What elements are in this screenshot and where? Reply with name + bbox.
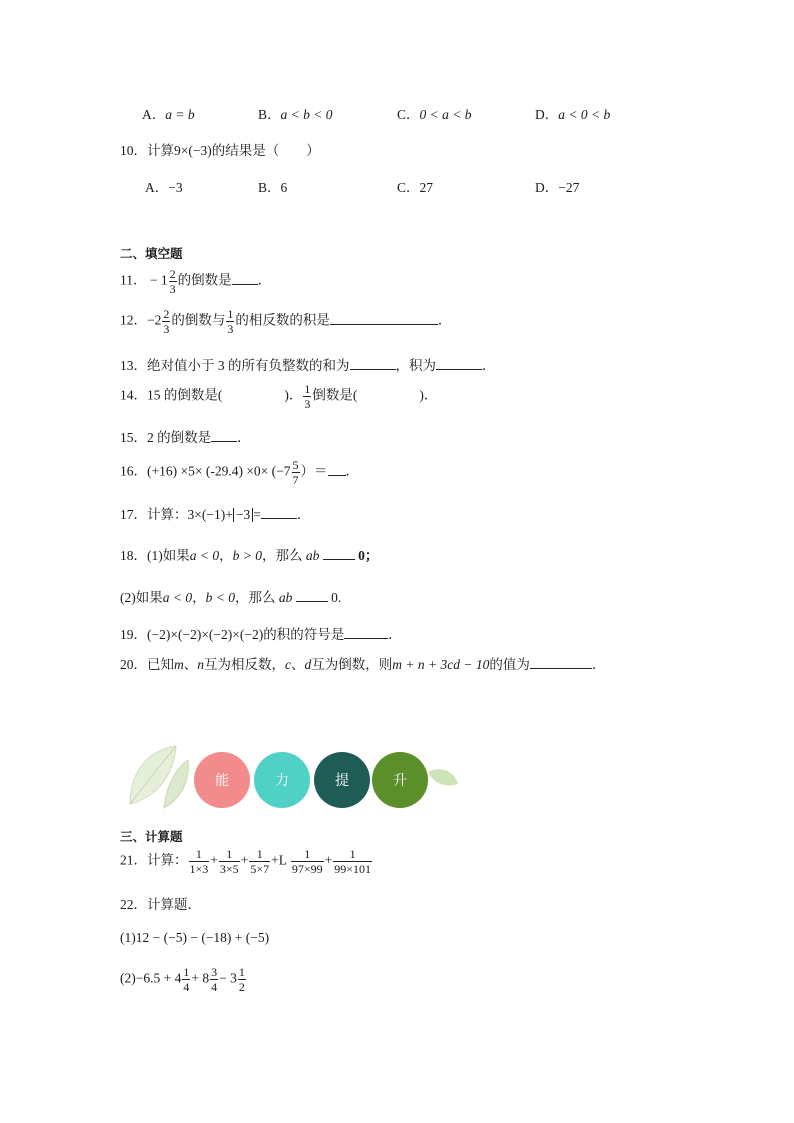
question-21: 21．计算： $\frac{1}{1\times 3}$ + $\frac{1}{3\times 5}$ + $\frac{1}{5\times 7}$ +L $\frac{1}{97\times 99}$ + $\frac{1}{99\times 101}$ bbox=[120, 847, 372, 876]
fraction: $\frac{3}{4}$ bbox=[211, 965, 218, 994]
answer-blank[interactable] bbox=[261, 506, 297, 519]
small-leaf-icon bbox=[426, 766, 460, 792]
fraction: $\frac{2}{3}$ bbox=[169, 267, 176, 296]
answer-blank[interactable] bbox=[211, 429, 237, 442]
fraction: $\frac{1}{5\times 7}$ bbox=[250, 847, 270, 876]
banner-circle-1: 能 bbox=[194, 752, 250, 808]
fraction: $\frac{2}{3}$ bbox=[163, 307, 170, 336]
answer-blank[interactable] bbox=[232, 272, 258, 285]
leaf-decoration-icon bbox=[124, 742, 194, 810]
fraction: $\frac{1}{1\times 3}$ bbox=[189, 847, 209, 876]
section-2-heading: 二、填空题 bbox=[120, 246, 183, 261]
q9-option-a: A．a = b bbox=[142, 107, 195, 122]
answer-blank[interactable] bbox=[323, 547, 355, 560]
ability-banner bbox=[124, 742, 464, 810]
fraction: $\frac{1}{99\times 101}$ bbox=[334, 847, 372, 876]
question-10: 10．计算9×(−3)的结果是（ ） bbox=[120, 143, 320, 158]
fraction: $\frac{5}{7}$ bbox=[292, 458, 299, 487]
question-18-part-2: (2)如果a < 0，b < 0，那么 ab 0. bbox=[120, 590, 342, 605]
fraction: $\frac{1}{4}$ bbox=[183, 965, 190, 994]
answer-blank[interactable] bbox=[344, 626, 388, 639]
answer-blank[interactable] bbox=[530, 656, 592, 669]
banner-circle-4: 升 bbox=[372, 752, 428, 808]
fraction: $\frac{1}{97\times 99}$ bbox=[291, 847, 323, 876]
q10-option-d: D．−27 bbox=[535, 180, 580, 195]
question-22: 22．计算题． bbox=[120, 897, 201, 912]
answer-blank-sum[interactable] bbox=[350, 357, 396, 370]
question-22-part-1: (1)12 − (−5) − (−18) + (−5) bbox=[120, 930, 270, 945]
q9-option-d: D．a < 0 < b bbox=[535, 107, 611, 122]
question-12: 12．−2 $\frac{2}{3}$ 的倒数与 $\frac{1}{3}$ 的相反数的积是 ． bbox=[120, 307, 452, 336]
q10-option-b: B．6 bbox=[258, 180, 288, 195]
question-20: 20．已知m、n互为相反数，c、d互为倒数，则m + n + 3cd − 10的值为 ． bbox=[120, 657, 606, 672]
banner-circle-2: 力 bbox=[254, 752, 310, 808]
question-15: 15．2 的倒数是 ． bbox=[120, 430, 251, 445]
fraction: $\frac{1}{3\times 5}$ bbox=[219, 847, 239, 876]
answer-blank-product[interactable] bbox=[436, 357, 482, 370]
question-19: 19．(−2)×(−2)×(−2)×(−2)的积的符号是 ． bbox=[120, 627, 402, 642]
banner-circle-3: 提 bbox=[314, 752, 370, 808]
question-17: 17．计算：3×(−1)+ −3 = ． bbox=[120, 507, 311, 522]
section-3-heading: 三、计算题 bbox=[120, 829, 183, 844]
answer-blank[interactable] bbox=[296, 589, 328, 602]
question-18-part-1: 18．(1)如果a < 0，b > 0，那么 ab 0； bbox=[120, 548, 379, 563]
q10-option-a: A．−3 bbox=[145, 180, 183, 195]
answer-blank[interactable] bbox=[330, 312, 438, 325]
question-22-part-2: (2)−6.5 + 4 $\frac{1}{4}$ + 8 $\frac{3}{4}$ − 3 $\frac{1}{2}$ bbox=[120, 965, 245, 994]
question-14: 14．15 的倒数是( )． $\frac{1}{3}$ 倒数是( )． bbox=[120, 382, 438, 411]
q9-option-c: C．0 < a < b bbox=[397, 107, 472, 122]
fraction: $\frac{1}{3}$ bbox=[227, 307, 234, 336]
q10-option-c: C．27 bbox=[397, 180, 434, 195]
fraction: $\frac{1}{3}$ bbox=[304, 382, 311, 411]
fraction: $\frac{1}{2}$ bbox=[238, 965, 245, 994]
question-11: 11． − 1 $\frac{2}{3}$ 的倒数是 ． bbox=[120, 267, 272, 296]
q9-option-b: B．a < b < 0 bbox=[258, 107, 333, 122]
question-16: 16．(+16) ×5× (-29.4) ×0× (−7 $\frac{5}{7}$ ）＝ ． bbox=[120, 458, 360, 487]
absolute-value: −3 bbox=[233, 508, 253, 522]
answer-blank[interactable] bbox=[328, 463, 346, 476]
question-13: 13．绝对值小于 3 的所有负整数的和为 ，积为 ． bbox=[120, 358, 496, 373]
